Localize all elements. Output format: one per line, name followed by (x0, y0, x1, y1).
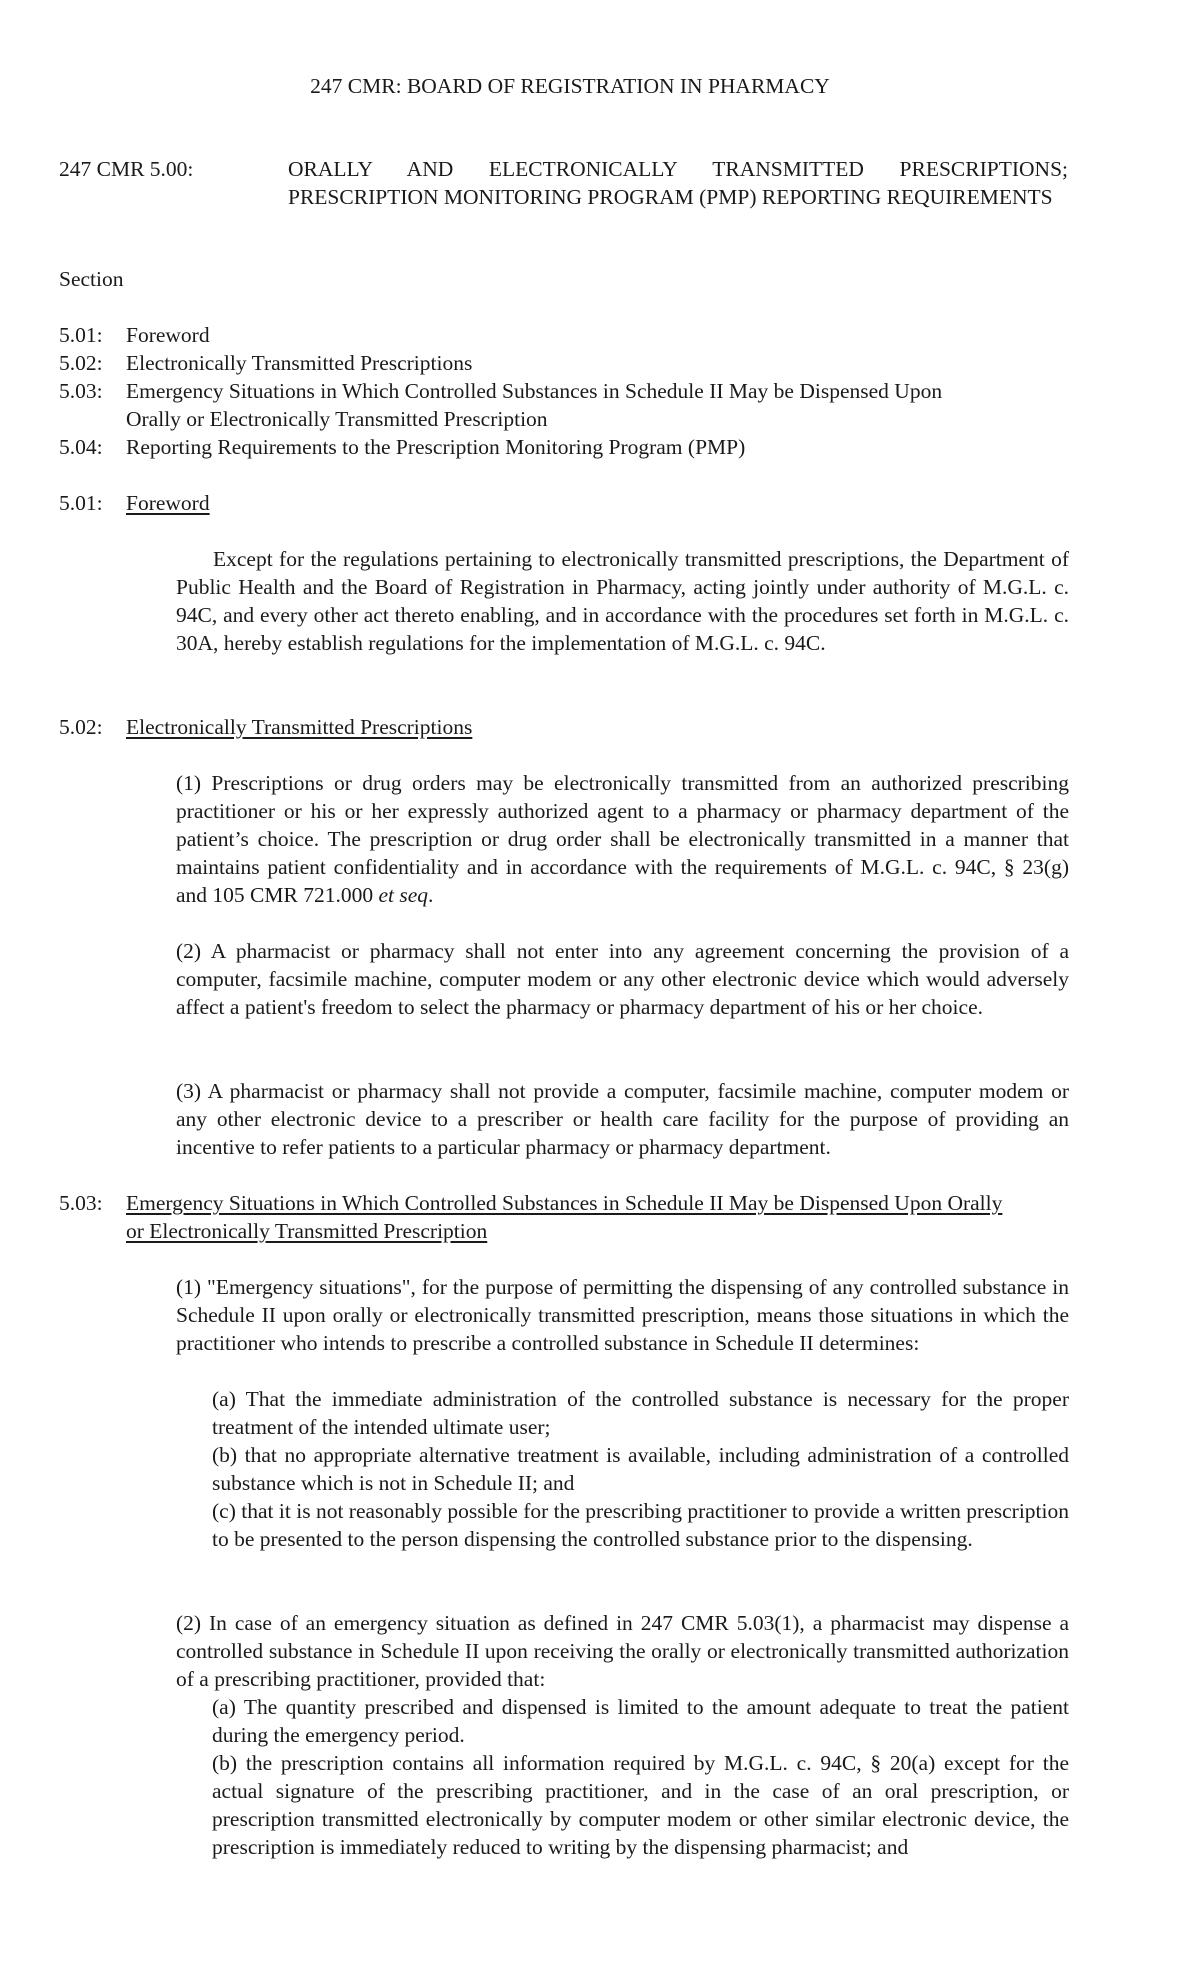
running-header: 247 CMR: BOARD OF REGISTRATION IN PHARMACY (310, 74, 830, 98)
section-number: 5.01: (59, 491, 103, 515)
toc-text: Orally or Electronically Transmitted Prescription (126, 407, 548, 431)
toc-text: Electronically Transmitted Prescriptions (126, 351, 473, 375)
paragraph-5-03-2: (2) In case of an emergency situation as defined in 247 CMR 5.03(1), a pharmacist may dispense a controlled substance in Schedule II upon receiving the orally or electronically transmitted authorization of a prescribing practitioner, provided that: (176, 1611, 1069, 1691)
toc-text: Emergency Situations in Which Controlled Substances in Schedule II May be Dispensed Upon (126, 379, 943, 403)
section-heading-5-01 (59, 489, 1069, 517)
chapter-title: ORALLY AND ELECTRONICALLY TRANSMITTED PRESCRIPTIONS; PRESCRIPTION MONITORING PROGRAM (PMP) REPORTING REQUIREMENTS (288, 157, 1068, 209)
foreword-paragraph: Except for the regulations pertaining to electronically transmitted prescriptions, the Department of Public Health and the Board of Registration in Pharmacy, acting jointly under authority of M.G.L. c. 94C, and every other act thereto enabling, and in accordance with the procedures set forth in M.G.L. c. 30A, hereby establish regulations for the implementation of M.G.L. c. 94C. (176, 547, 1069, 655)
paragraph-5-03-1: (1) "Emergency situations", for the purpose of permitting the dispensing of any controlled substance in Schedule II upon orally or electronically transmitted prescription, means those situations in which the practitioner who intends to prescribe a controlled substance in Schedule II determines: (176, 1275, 1069, 1355)
section-title-continuation: or Electronically Transmitted Prescription (126, 1219, 488, 1243)
italic-term: et seq (378, 883, 429, 907)
subparagraph-5-03-1-b: (b) that no appropriate alternative treatment is available, including administration of a controlled substance which is not in Schedule II; and (212, 1443, 1069, 1495)
toc-number: 5.01: (59, 323, 103, 347)
toc-number: 5.04: (59, 435, 103, 459)
section-heading-5-02 (59, 713, 1069, 741)
paragraph-5-02-3: (3) A pharmacist or pharmacy shall not provide a computer, facsimile machine, computer modem or any other electronic device to a prescriber or health care facility for the purpose of providing an incentive to refer patients to a particular pharmacy or pharmacy department. (176, 1079, 1069, 1159)
paragraph-end: . (428, 883, 434, 907)
section-number: 5.03: (59, 1191, 103, 1215)
paragraph-5-02-1 (176, 769, 1069, 909)
section-title: Emergency Situations in Which Controlled Substances in Schedule II May be Dispensed Upon Orally (126, 1191, 1003, 1215)
subparagraph-5-03-2-a: (a) The quantity prescribed and dispensed is limited to the amount adequate to treat the patient during the emergency period. (212, 1695, 1069, 1747)
subparagraph-5-03-2-b: (b) the prescription contains all information required by M.G.L. c. 94C, § 20(a) except for the actual signature of the prescribing practitioner, and in the case of an oral prescription, or prescription transmitted electronically by computer modem or other similar electronic device, the prescription is immediately reduced to writing by the dispensing pharmacist; and (212, 1751, 1069, 1859)
toc-number: 5.02: (59, 351, 103, 375)
section-title: Foreword (126, 491, 210, 515)
toc-number: 5.03: (59, 379, 103, 403)
toc-text: Foreword (126, 323, 210, 347)
section-title: Electronically Transmitted Prescriptions (126, 715, 473, 739)
chapter-number: 247 CMR 5.00: (59, 157, 194, 181)
paragraph-text: (1) Prescriptions or drug orders may be electronically transmitted from an authorized prescribing practitioner or his or her expressly authorized agent to a pharmacy or pharmacy department of the patient’s choice. The prescription or drug order shall be electronically transmitted in a manner that maintains patient confidentiality and in accordance with the requirements of M.G.L. c. 94C, § 23(g) and 105 CMR 721.000 (176, 771, 1069, 907)
subparagraph-5-03-1-a: (a) That the immediate administration of the controlled substance is necessary for the proper treatment of the intended ultimate user; (212, 1387, 1069, 1439)
paragraph-5-02-2: (2) A pharmacist or pharmacy shall not enter into any agreement concerning the provision of a computer, facsimile machine, computer modem or any other electronic device which would adversely affect a patient's freedom to select the pharmacy or pharmacy department of his or her choice. (176, 939, 1069, 1019)
section-heading-5-03 (59, 1189, 1069, 1245)
toc-text: Reporting Requirements to the Prescription Monitoring Program (PMP) (126, 435, 746, 459)
subparagraph-5-03-1-c: (c) that it is not reasonably possible for the prescribing practitioner to provide a written prescription to be presented to the person dispensing the controlled substance prior to the dispensing. (212, 1499, 1069, 1551)
section-number: 5.02: (59, 715, 103, 739)
section-label: Section (59, 267, 124, 291)
